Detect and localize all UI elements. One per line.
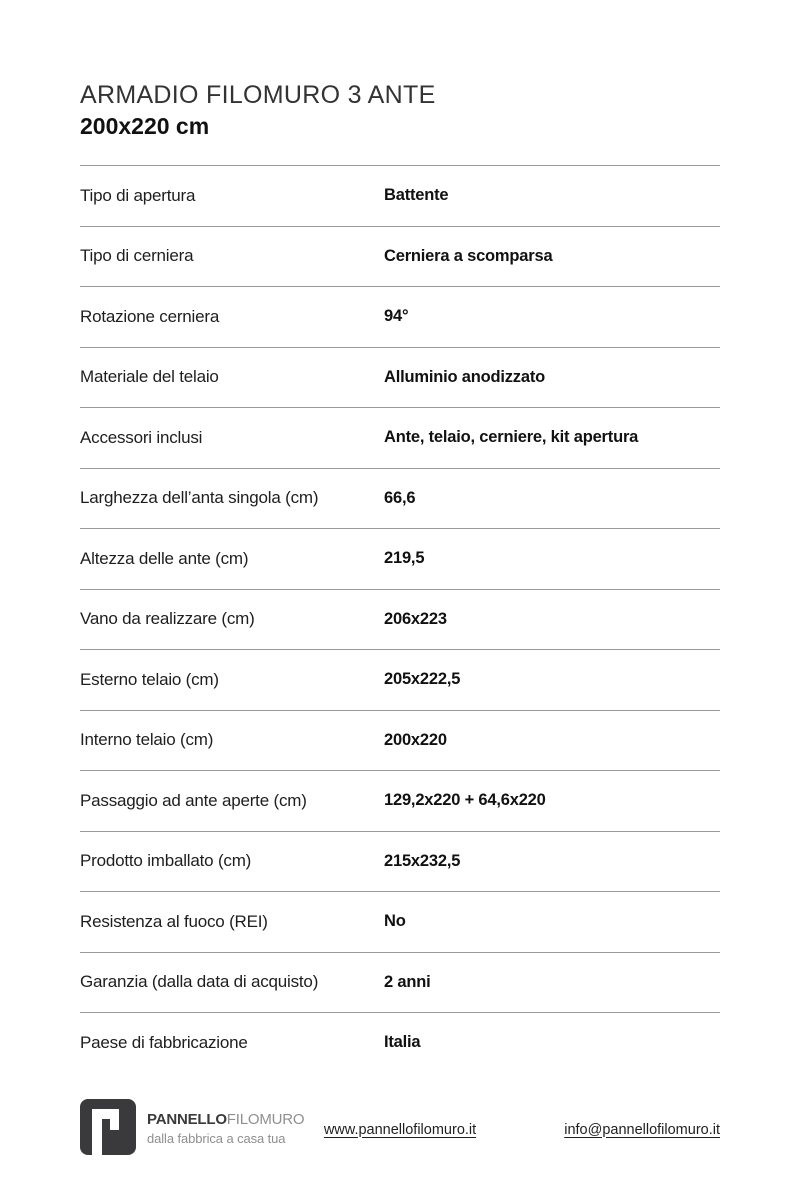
spec-row	[80, 286, 720, 347]
specs-table	[80, 165, 720, 1073]
spec-label: Prodotto imballato (cm)	[80, 851, 252, 871]
website-link[interactable]: www.pannellofilomuro.it	[323, 1121, 477, 1138]
spec-label: Vano da realizzare (cm)	[80, 609, 255, 629]
page-header	[80, 80, 720, 141]
spec-value: 206x223	[384, 609, 447, 628]
email-link[interactable]: info@pannellofilomuro.it	[564, 1121, 720, 1138]
spec-row	[80, 710, 720, 771]
spec-value: Ante, telaio, cerniere, kit apertura	[384, 428, 639, 447]
spec-row	[80, 891, 720, 952]
spec-label: Tipo di apertura	[80, 185, 196, 205]
spec-label: Resistenza al fuoco (REI)	[80, 911, 268, 931]
spec-value: 94°	[384, 307, 409, 326]
spec-row	[80, 770, 720, 831]
brand-name	[147, 1111, 304, 1128]
spec-label: Esterno telaio (cm)	[80, 669, 219, 689]
spec-value: Cerniera a scomparsa	[384, 246, 553, 265]
spec-label: Interno telaio (cm)	[80, 730, 214, 750]
spec-label: Paese di fabbricazione	[80, 1032, 248, 1052]
spec-label: Altezza delle ante (cm)	[80, 548, 249, 568]
brand-name-light: FILOMURO	[226, 1111, 305, 1129]
spec-row	[80, 831, 720, 892]
brand-logo	[80, 1099, 304, 1160]
spec-row	[80, 468, 720, 529]
spec-label: Passaggio ad ante aperte (cm)	[80, 790, 307, 810]
spec-value: 200x220	[384, 730, 447, 749]
spec-value: Alluminio anodizzato	[384, 367, 545, 386]
spec-label: Accessori inclusi	[80, 427, 203, 447]
spec-label: Tipo di cerniera	[80, 246, 194, 266]
brand-text	[147, 1111, 304, 1148]
spec-value: No	[384, 912, 406, 931]
spec-row	[80, 528, 720, 589]
spec-value: 129,2x220 + 64,6x220	[384, 791, 546, 810]
spec-row	[80, 226, 720, 287]
spec-row	[80, 347, 720, 408]
spec-row	[80, 952, 720, 1013]
product-size: 200x220 cm	[80, 113, 210, 139]
spec-row	[80, 165, 720, 226]
spec-value: 215x232,5	[384, 851, 461, 870]
spec-row	[80, 407, 720, 468]
spec-label: Garanzia (dalla data di acquisto)	[80, 972, 319, 992]
spec-label: Larghezza dell’anta singola (cm)	[80, 488, 319, 508]
spec-value: 2 anni	[384, 972, 431, 991]
spec-label: Materiale del telaio	[80, 367, 219, 387]
spec-value: 66,6	[384, 488, 416, 507]
spec-row	[80, 1012, 720, 1073]
spec-row	[80, 589, 720, 650]
door-frame-icon	[80, 1099, 136, 1160]
spec-value: Italia	[384, 1033, 421, 1052]
spec-value: Battente	[384, 186, 449, 205]
spec-label: Rotazione cerniera	[80, 306, 220, 326]
spec-value: 205x222,5	[384, 670, 461, 689]
brand-tagline: dalla fabbrica a casa tua	[147, 1130, 286, 1146]
product-title: ARMADIO FILOMURO 3 ANTE	[80, 81, 436, 109]
page-footer	[80, 1099, 720, 1161]
spec-value: 219,5	[384, 549, 425, 568]
spec-row	[80, 649, 720, 710]
brand-name-bold: PANNELLO	[147, 1111, 227, 1129]
